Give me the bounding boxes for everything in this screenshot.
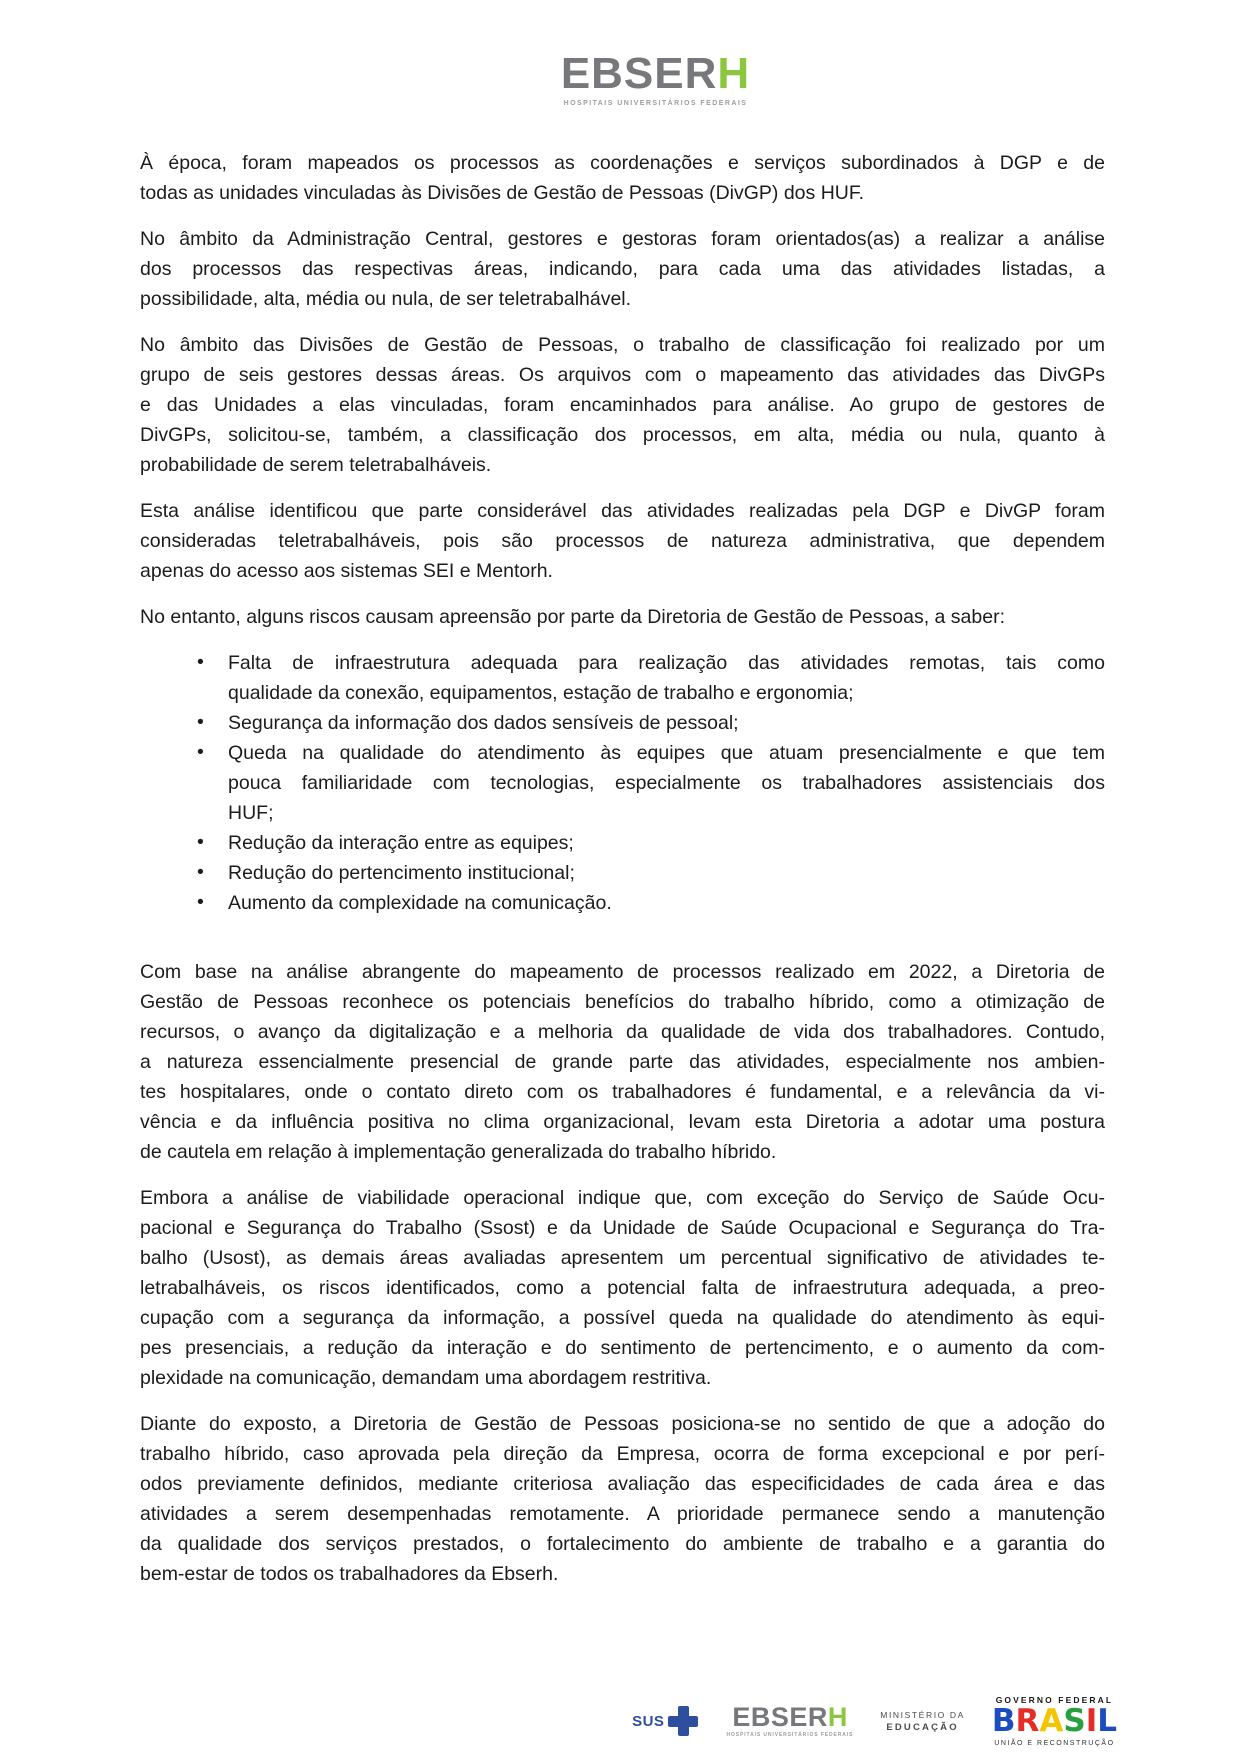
- text-line: e das Unidades a elas vinculadas, foram encaminhados para análise. Ao grupo de gestores de: [140, 394, 1105, 416]
- text-line: odos previamente definidos, mediante criteriosa avaliação das especificidades de cada área e das: [140, 1473, 1105, 1495]
- text-line: pes presenciais, a redução da interação e do sentimento de pertencimento, e o aumento da com-: [140, 1337, 1105, 1359]
- text-line: No âmbito das Divisões de Gestão de Pessoas, o trabalho de classificação foi realizado por um: [140, 334, 1105, 356]
- footer-logo-text-ebser: EBSER: [732, 1702, 828, 1732]
- text-line: grupo de seis gestores dessas áreas. Os arquivos com o mapeamento das atividades das DivGPs: [140, 364, 1105, 386]
- text-line: Falta de infraestrutura adequada para realização das atividades remotas, tais como: [228, 652, 1105, 674]
- text-line: Diante do exposto, a Diretoria de Gestão de Pessoas posiciona-se no sentido de que a adoção do: [140, 1413, 1105, 1435]
- text-line: da qualidade dos serviços prestados, o fortalecimento do ambiente de trabalho e a garantia do: [140, 1533, 1105, 1555]
- gov-top-label: GOVERNO FEDERAL: [995, 1695, 1114, 1705]
- text-line: consideradas teletrabalháveis, pois são processos de natureza administrativa, que dependem: [140, 530, 1105, 552]
- text-line: Aumento da complexidade na comunicação.: [228, 892, 612, 914]
- vertical-spacer: [140, 934, 1105, 957]
- logo-tagline: HOSPITAIS UNIVERSITÁRIOS FEDERAIS: [563, 100, 748, 107]
- brasil-letter: L: [1097, 1703, 1117, 1739]
- bullet-dot-icon: •: [197, 861, 204, 883]
- text-line: atividades a serem desempenhadas remotamente. A prioridade permanece sendo a manutenção: [140, 1503, 1105, 1525]
- gov-bottom-label: UNIÃO E RECONSTRUÇÃO: [994, 1740, 1115, 1747]
- text-line: Esta análise identificou que parte considerável das atividades realizadas pela DGP e DivGP foram: [140, 500, 1105, 522]
- brasil-letter: A: [1039, 1703, 1064, 1739]
- text-line: a natureza essencialmente presencial de grande parte das atividades, especialmente nos ambien-: [140, 1051, 1105, 1073]
- bullet-dot-icon: •: [197, 651, 204, 673]
- paragraph: [140, 224, 1105, 314]
- text-line: Queda na qualidade do atendimento às equipes que atuam presencialmente e que tem: [228, 742, 1105, 764]
- paragraph: [140, 148, 1105, 208]
- text-line: pacional e Segurança do Trabalho (Ssost) e da Unidade de Saúde Ocupacional e Segurança do Tra-: [140, 1217, 1105, 1239]
- text-line: Segurança da informação dos dados sensíveis de pessoal;: [228, 712, 739, 734]
- text-line: cupação com a segurança da informação, a possível queda na qualidade do atendimento às equi-: [140, 1307, 1105, 1329]
- footer: [632, 1695, 1117, 1747]
- text-line: Gestão de Pessoas reconhece os potenciais benefícios do trabalho híbrido, como a otimização de: [140, 991, 1105, 1013]
- text-line: pouca familiaridade com tecnologias, especialmente os trabalhadores assistenciais dos: [228, 772, 1105, 794]
- bullet-item: [140, 828, 1105, 858]
- text-line: todas as unidades vinculadas às Divisões de Gestão de Pessoas (DivGP) dos HUF.: [140, 182, 865, 204]
- bullet-item: [140, 738, 1105, 828]
- brasil-letter: I: [1085, 1703, 1098, 1739]
- bullet-item: [140, 858, 1105, 888]
- ministry-education-logo: [880, 1710, 965, 1733]
- bullet-item: [140, 888, 1105, 918]
- sus-cross-icon: [667, 1705, 699, 1737]
- text-line: Com base na análise abrangente do mapeamento de processos realizado em 2022, a Diretoria de: [140, 961, 1105, 983]
- paragraph: [140, 496, 1105, 586]
- text-line: qualidade da conexão, equipamentos, estação de trabalho e ergonomia;: [228, 682, 854, 704]
- text-line: plexidade na comunicação, demandam uma abordagem restritiva.: [140, 1367, 712, 1389]
- bullet-dot-icon: •: [197, 831, 204, 853]
- bullet-item: [140, 648, 1105, 708]
- bullet-dot-icon: •: [197, 711, 204, 733]
- text-line: HUF;: [228, 802, 274, 824]
- text-line: trabalho híbrido, caso aprovada pela direção da Empresa, ocorra de forma excepcional e por perí-: [140, 1443, 1105, 1465]
- footer-logo-tagline: HOSPITAIS UNIVERSITÁRIOS FEDERAIS: [726, 1732, 854, 1738]
- bullet-dot-icon: •: [197, 891, 204, 913]
- text-line: No entanto, alguns riscos causam apreensão por parte da Diretoria de Gestão de Pessoas, a saber:: [140, 606, 1005, 628]
- sus-label: SUS: [632, 1712, 665, 1730]
- text-line: bem-estar de todos os trabalhadores da Ebserh.: [140, 1563, 559, 1585]
- text-line: possibilidade, alta, média ou nula, de ser teletrabalhável.: [140, 288, 632, 310]
- text-line: DivGPs, solicitou-se, também, a classificação dos processos, em alta, média ou nula, quanto à: [140, 424, 1105, 446]
- bullet-dot-icon: •: [197, 741, 204, 763]
- mec-line1: MINISTÉRIO DA: [880, 1709, 965, 1720]
- text-line: Redução do pertencimento institucional;: [228, 862, 575, 884]
- logo-text-ebser: EBSER: [560, 49, 718, 98]
- sus-logo: [632, 1705, 699, 1737]
- text-line: Embora a análise de viabilidade operacional indique que, com exceção do Serviço de Saúde Ocu-: [140, 1187, 1105, 1209]
- text-line: Redução da interação entre as equipes;: [228, 832, 574, 854]
- paragraph: [140, 957, 1105, 1167]
- paragraph: [140, 602, 1105, 632]
- ebserh-logo: [560, 49, 751, 107]
- logo-text-h: H: [717, 49, 751, 98]
- document-body: [140, 148, 1105, 1605]
- paragraph: [140, 1409, 1105, 1589]
- text-line: À época, foram mapeados os processos as coordenações e serviços subordinados à DGP e de: [140, 152, 1105, 174]
- governo-federal-logo: [992, 1695, 1117, 1747]
- brasil-letter: B: [991, 1703, 1016, 1739]
- text-line: balho (Usost), as demais áreas avaliadas apresentem um percentual significativo de atividades te-: [140, 1247, 1105, 1269]
- ebserh-logo-word: [560, 49, 751, 98]
- bullet-list: [140, 648, 1105, 918]
- brasil-letter: S: [1063, 1703, 1086, 1739]
- brasil-wordmark: [991, 1703, 1117, 1739]
- text-line: recursos, o avanço da digitalização e a melhoria da qualidade de vida dos trabalhadores. Contudo,: [140, 1021, 1105, 1043]
- header: [0, 49, 1241, 110]
- text-line: vência e da influência positiva no clima organizacional, levam esta Diretoria a adotar uma postura: [140, 1111, 1105, 1133]
- mec-line2: EDUCAÇÃO: [886, 1721, 959, 1733]
- text-line: tes hospitalares, onde o contato direto com os trabalhadores é fundamental, e a relevância da vi-: [140, 1081, 1105, 1103]
- paragraph: [140, 330, 1105, 480]
- brasil-letter: R: [1015, 1703, 1040, 1739]
- text-line: letrabalháveis, os riscos identificados, como a potencial falta de infraestrutura adequada, a preo-: [140, 1277, 1105, 1299]
- bullet-item: [140, 708, 1105, 738]
- text-line: apenas do acesso aos sistemas SEI e Mentorh.: [140, 560, 553, 582]
- text-line: dos processos das respectivas áreas, indicando, para cada uma das atividades listadas, a: [140, 258, 1105, 280]
- ebserh-footer-word: [726, 1704, 853, 1731]
- text-line: de cautela em relação à implementação generalizada do trabalho híbrido.: [140, 1141, 777, 1163]
- text-line: No âmbito da Administração Central, gestores e gestoras foram orientados(as) a realizar a análise: [140, 228, 1105, 250]
- footer-logo-text-h: H: [827, 1702, 848, 1732]
- ebserh-footer-logo: [726, 1704, 853, 1738]
- paragraph: [140, 1183, 1105, 1393]
- text-line: probabilidade de serem teletrabalháveis.: [140, 454, 492, 476]
